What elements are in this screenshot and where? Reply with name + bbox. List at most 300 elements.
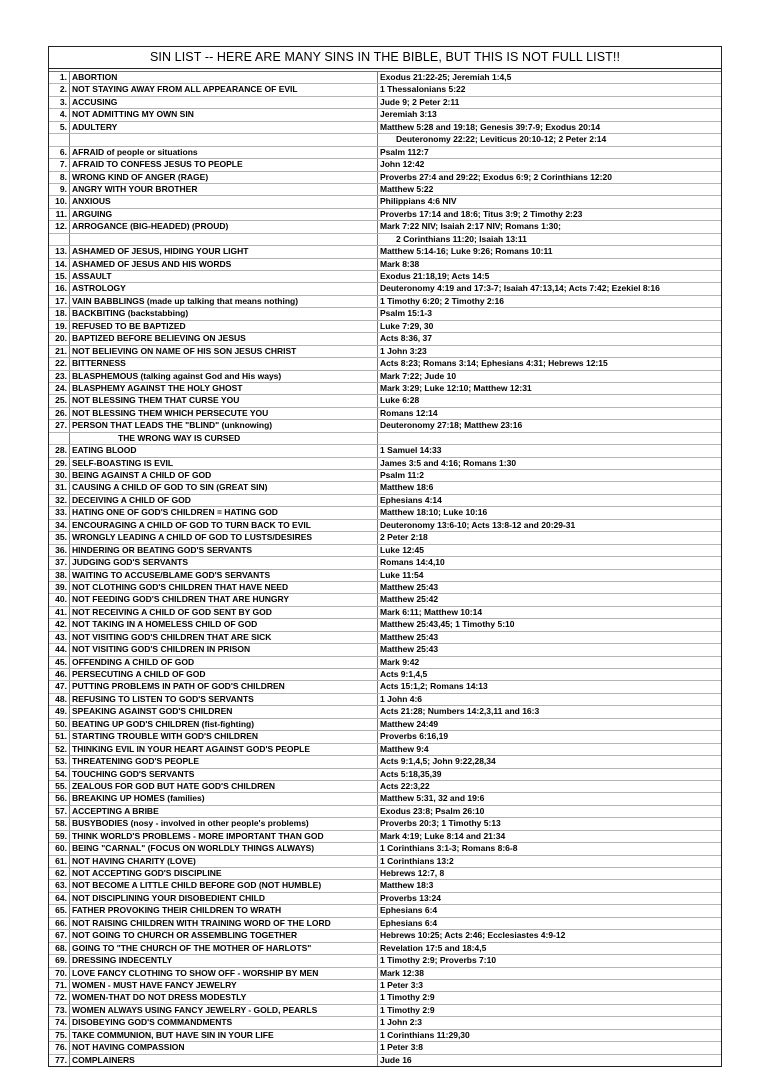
scripture-reference: Romans 14:4,10 <box>378 557 722 569</box>
sin-description: ACCEPTING A BRIBE <box>70 805 378 817</box>
scripture-reference: Psalm 11:2 <box>378 470 722 482</box>
table-row <box>49 494 721 506</box>
sin-description: TAKE COMMUNION, BUT HAVE SIN IN YOUR LIFE <box>70 1029 378 1041</box>
sin-description: ASSAULT <box>70 271 378 283</box>
sin-table-body <box>49 72 721 1066</box>
sin-description: NOT VISITING GOD'S CHILDREN IN PRISON <box>70 644 378 656</box>
scripture-reference: Deuteronomy 4:19 and 17:3-7; Isaiah 47:13,14; Acts 7:42; Ezekiel 8:16 <box>378 283 722 295</box>
scripture-reference: Mark 7:22 NIV; Isaiah 2:17 NIV; Romans 1:30; <box>378 221 722 233</box>
scripture-reference: Luke 7:29, 30 <box>378 320 722 332</box>
table-row <box>49 196 721 208</box>
sin-description: NOT HAVING COMPASSION <box>70 1042 378 1054</box>
sin-description: BACKBITING (backstabbing) <box>70 308 378 320</box>
scripture-reference: 1 Timothy 2:9; Proverbs 7:10 <box>378 955 722 967</box>
scripture-reference: Psalm 112:7 <box>378 146 722 158</box>
scripture-reference: Matthew 25:43,45; 1 Timothy 5:10 <box>378 619 722 631</box>
row-number: 15. <box>49 271 70 283</box>
scripture-reference: 1 John 2:3 <box>378 1017 722 1029</box>
table-row <box>49 295 721 307</box>
table-row <box>49 233 721 245</box>
table-row <box>49 482 721 494</box>
scripture-reference: Ephesians 6:4 <box>378 905 722 917</box>
sin-description: NOT CLOTHING GOD'S CHILDREN THAT HAVE NEED <box>70 581 378 593</box>
table-row <box>49 644 721 656</box>
scripture-reference: Proverbs 13:24 <box>378 892 722 904</box>
scripture-reference: Hebrews 12:7, 8 <box>378 868 722 880</box>
table-row <box>49 693 721 705</box>
sin-description: BEING "CARNAL" (FOCUS ON WORLDLY THINGS ALWAYS) <box>70 843 378 855</box>
row-number <box>49 432 70 444</box>
table-row <box>49 370 721 382</box>
scripture-reference: 1 Peter 3:3 <box>378 979 722 991</box>
row-number: 9. <box>49 183 70 195</box>
sin-description: ASTROLOGY <box>70 283 378 295</box>
table-row <box>49 507 721 519</box>
sin-description: DISOBEYING GOD'S COMMANDMENTS <box>70 1017 378 1029</box>
row-number: 21. <box>49 345 70 357</box>
scripture-reference: Ephesians 4:14 <box>378 494 722 506</box>
sin-description: NOT DISCIPLINING YOUR DISOBEDIENT CHILD <box>70 892 378 904</box>
table-row <box>49 706 721 718</box>
row-number: 4. <box>49 109 70 121</box>
sin-description: NOT HAVING CHARITY (LOVE) <box>70 855 378 867</box>
table-row <box>49 756 721 768</box>
scripture-reference: Acts 21:28; Numbers 14:2,3,11 and 16:3 <box>378 706 722 718</box>
sin-description: WAITING TO ACCUSE/BLAME GOD'S SERVANTS <box>70 569 378 581</box>
row-number: 1. <box>49 72 70 84</box>
scripture-reference: Luke 11:54 <box>378 569 722 581</box>
table-row <box>49 880 721 892</box>
table-row <box>49 992 721 1004</box>
scripture-reference: Matthew 25:43 <box>378 631 722 643</box>
row-number: 74. <box>49 1017 70 1029</box>
sin-description: WOMEN ALWAYS USING FANCY JEWELRY - GOLD, PEARLS <box>70 1004 378 1016</box>
row-number: 69. <box>49 955 70 967</box>
sin-description: NOT BECOME A LITTLE CHILD BEFORE GOD (NOT HUMBLE) <box>70 880 378 892</box>
row-number: 32. <box>49 494 70 506</box>
scripture-reference: Acts 22:3,22 <box>378 780 722 792</box>
scripture-reference: 1 John 3:23 <box>378 345 722 357</box>
sin-description: TOUCHING GOD'S SERVANTS <box>70 768 378 780</box>
row-number: 18. <box>49 308 70 320</box>
sin-description: ASHAMED OF JESUS AND HIS WORDS <box>70 258 378 270</box>
table-row <box>49 830 721 842</box>
sin-description: BEING AGAINST A CHILD OF GOD <box>70 470 378 482</box>
row-number: 73. <box>49 1004 70 1016</box>
document-title: SIN LIST -- HERE ARE MANY SINS IN THE BIBLE, BUT THIS IS NOT FULL LIST!! <box>49 47 721 69</box>
table-row <box>49 868 721 880</box>
sin-description: ASHAMED OF JESUS, HIDING YOUR LIGHT <box>70 246 378 258</box>
row-number: 25. <box>49 395 70 407</box>
table-row <box>49 1054 721 1066</box>
scripture-reference: Matthew 18:3 <box>378 880 722 892</box>
table-row <box>49 221 721 233</box>
table-row <box>49 445 721 457</box>
sin-description: JUDGING GOD'S SERVANTS <box>70 557 378 569</box>
scripture-reference: Jude 16 <box>380 1054 412 1065</box>
row-number: 65. <box>49 905 70 917</box>
scripture-reference: Acts 8:36, 37 <box>378 333 722 345</box>
sin-description: HINDERING OR BEATING GOD'S SERVANTS <box>70 544 378 556</box>
sin-description: NOT BLESSING THEM WHICH PERSECUTE YOU <box>70 407 378 419</box>
row-number: 75. <box>49 1029 70 1041</box>
scripture-reference: Luke 12:45 <box>378 544 722 556</box>
table-row <box>49 718 721 730</box>
scripture-reference: James 3:5 and 4:16; Romans 1:30 <box>378 457 722 469</box>
sin-description: BEATING UP GOD'S CHILDREN (fist-fighting) <box>70 718 378 730</box>
row-number: 13. <box>49 246 70 258</box>
row-number: 55. <box>49 780 70 792</box>
table-row <box>49 84 721 96</box>
sin-description: NOT BELIEVING ON NAME OF HIS SON JESUS CHRIST <box>70 345 378 357</box>
scripture-reference: 1 Timothy 6:20; 2 Timothy 2:16 <box>378 295 722 307</box>
row-number: 34. <box>49 519 70 531</box>
row-number: 12. <box>49 221 70 233</box>
row-number: 37. <box>49 557 70 569</box>
table-row <box>49 320 721 332</box>
table-row <box>49 432 721 444</box>
row-number: 31. <box>49 482 70 494</box>
table-row <box>49 905 721 917</box>
row-number: 24. <box>49 382 70 394</box>
table-row <box>49 146 721 158</box>
table-row <box>49 967 721 979</box>
row-number: 56. <box>49 793 70 805</box>
scripture-reference: Matthew 25:43 <box>378 581 722 593</box>
table-row <box>49 258 721 270</box>
row-number: 40. <box>49 594 70 606</box>
scripture-reference: Matthew 18:6 <box>378 482 722 494</box>
scripture-reference: Mark 4:19; Luke 8:14 and 21:34 <box>378 830 722 842</box>
table-row <box>49 731 721 743</box>
scripture-reference: Mark 12:38 <box>378 967 722 979</box>
table-row <box>49 519 721 531</box>
scripture-reference: Jude 9; 2 Peter 2:11 <box>378 96 722 108</box>
row-number: 71. <box>49 979 70 991</box>
scripture-reference: Deuteronomy 13:6-10; Acts 13:8-12 and 20:29-31 <box>378 519 722 531</box>
sin-description: NOT BLESSING THEM THAT CURSE YOU <box>70 395 378 407</box>
sin-description: GOING TO "THE CHURCH OF THE MOTHER OF HARLOTS" <box>70 942 378 954</box>
sin-description: SELF-BOASTING IS EVIL <box>70 457 378 469</box>
row-number: 44. <box>49 644 70 656</box>
table-row <box>49 1017 721 1029</box>
scripture-reference: Luke 6:28 <box>378 395 722 407</box>
sin-description: NOT TAKING IN A HOMELESS CHILD OF GOD <box>70 619 378 631</box>
table-row <box>49 631 721 643</box>
scripture-reference: Mark 7:22; Jude 10 <box>378 370 722 382</box>
scripture-reference: Psalm 15:1-3 <box>378 308 722 320</box>
table-row <box>49 917 721 929</box>
scripture-reference: Deuteronomy 22:22; Leviticus 20:10-12; 2 Peter 2:14 <box>378 134 722 146</box>
scripture-reference: 1 Corinthians 3:1-3; Romans 8:6-8 <box>378 843 722 855</box>
sin-description: AFRAID TO CONFESS JESUS TO PEOPLE <box>70 159 378 171</box>
scripture-reference: Ephesians 6:4 <box>378 917 722 929</box>
scripture-reference: Matthew 25:42 <box>378 594 722 606</box>
table-row <box>49 121 721 133</box>
scripture-reference: 1 Corinthians 13:2 <box>378 855 722 867</box>
scripture-reference: Exodus 21:18,19; Acts 14:5 <box>378 271 722 283</box>
table-row <box>49 930 721 942</box>
scripture-reference: Jeremiah 3:13 <box>378 109 722 121</box>
row-number: 72. <box>49 992 70 1004</box>
sin-description: ENCOURAGING A CHILD OF GOD TO TURN BACK TO EVIL <box>70 519 378 531</box>
sin-description: NOT GOING TO CHURCH OR ASSEMBLING TOGETHER <box>70 930 378 942</box>
scripture-reference: Acts 8:23; Romans 3:14; Ephesians 4:31; Hebrews 12:15 <box>378 358 722 370</box>
scripture-reference: Proverbs 17:14 and 18:6; Titus 3:9; 2 Timothy 2:23 <box>378 208 722 220</box>
row-number: 66. <box>49 917 70 929</box>
scripture-reference: 2 Corinthians 11:20; Isaiah 13:11 <box>378 233 722 245</box>
scripture-reference: 1 John 4:6 <box>378 693 722 705</box>
sin-description: VAIN BABBLINGS (made up talking that means nothing) <box>70 295 378 307</box>
row-number: 5. <box>49 121 70 133</box>
row-number: 68. <box>49 942 70 954</box>
row-number: 28. <box>49 445 70 457</box>
scripture-reference: 1 Corinthians 11:29,30 <box>378 1029 722 1041</box>
sin-description: REFUSED TO BE BAPTIZED <box>70 320 378 332</box>
row-number: 49. <box>49 706 70 718</box>
row-number: 17. <box>49 295 70 307</box>
sin-description: NOT ACCEPTING GOD'S DISCIPLINE <box>70 868 378 880</box>
sin-description: NOT RAISING CHILDREN WITH TRAINING WORD OF THE LORD <box>70 917 378 929</box>
sin-description <box>70 233 378 245</box>
scripture-reference: Matthew 18:10; Luke 10:16 <box>378 507 722 519</box>
row-number: 47. <box>49 681 70 693</box>
row-number: 58. <box>49 818 70 830</box>
sin-description: THREATENING GOD'S PEOPLE <box>70 756 378 768</box>
scripture-reference: Philippians 4:6 NIV <box>378 196 722 208</box>
row-number: 30. <box>49 470 70 482</box>
table-row <box>49 818 721 830</box>
table-row <box>49 333 721 345</box>
sin-description: ACCUSING <box>70 96 378 108</box>
scripture-reference: Matthew 5:22 <box>378 183 722 195</box>
scripture-reference: Acts 15:1,2; Romans 14:13 <box>378 681 722 693</box>
sin-description: ARGUING <box>70 208 378 220</box>
scripture-reference: 1 Timothy 2:9 <box>378 992 722 1004</box>
scripture-reference: Mark 8:38 <box>378 258 722 270</box>
scripture-reference: Mark 6:11; Matthew 10:14 <box>378 606 722 618</box>
row-number: 8. <box>49 171 70 183</box>
table-row <box>49 109 721 121</box>
row-number: 62. <box>49 868 70 880</box>
scripture-reference: Exodus 23:8; Psalm 26:10 <box>378 805 722 817</box>
table-row <box>49 420 721 432</box>
scripture-reference: Matthew 5:28 and 19:18; Genesis 39:7-9; Exodus 20:14 <box>378 121 722 133</box>
row-number: 59. <box>49 830 70 842</box>
scripture-reference: Acts 5:18,35,39 <box>378 768 722 780</box>
row-number: 54. <box>49 768 70 780</box>
sin-description: DRESSING INDECENTLY <box>70 955 378 967</box>
sin-description: NOT STAYING AWAY FROM ALL APPEARANCE OF EVIL <box>70 84 378 96</box>
sin-description: HATING ONE OF GOD'S CHILDREN = HATING GOD <box>70 507 378 519</box>
table-row <box>49 395 721 407</box>
row-number: 45. <box>49 656 70 668</box>
row-number: 76. <box>49 1042 70 1054</box>
row-number: 14. <box>49 258 70 270</box>
sin-description: NOT ADMITTING MY OWN SIN <box>70 109 378 121</box>
table-row <box>49 171 721 183</box>
table-row <box>49 283 721 295</box>
sin-description: BUSYBODIES (nosy - involved in other people's problems) <box>70 818 378 830</box>
sin-description: WOMEN-THAT DO NOT DRESS MODESTLY <box>70 992 378 1004</box>
scripture-reference: 2 Peter 2:18 <box>378 532 722 544</box>
table-row <box>49 532 721 544</box>
table-row <box>49 855 721 867</box>
row-number: 77. <box>49 1054 70 1066</box>
row-number: 46. <box>49 669 70 681</box>
row-number: 3. <box>49 96 70 108</box>
scripture-reference: Hebrews 10:25; Acts 2:46; Ecclesiastes 4:9-12 <box>378 930 722 942</box>
table-row <box>49 72 721 84</box>
sin-description: BITTERNESS <box>70 358 378 370</box>
table-row <box>49 594 721 606</box>
sin-description: REFUSING TO LISTEN TO GOD'S SERVANTS <box>70 693 378 705</box>
table-row <box>49 669 721 681</box>
scripture-reference: Acts 9:1,4,5 <box>378 669 722 681</box>
table-row <box>49 955 721 967</box>
sin-description: THINK WORLD'S PROBLEMS - MORE IMPORTANT THAN GOD <box>70 830 378 842</box>
scripture-reference: Romans 12:14 <box>378 407 722 419</box>
row-number: 67. <box>49 930 70 942</box>
scripture-reference: 1 Timothy 2:9 <box>378 1004 722 1016</box>
scripture-reference: Deuteronomy 27:18; Matthew 23:16 <box>378 420 722 432</box>
table-row <box>49 407 721 419</box>
sin-description: ADULTERY <box>70 121 378 133</box>
sin-description: DECEIVING A CHILD OF GOD <box>70 494 378 506</box>
table-row <box>49 569 721 581</box>
row-number: 52. <box>49 743 70 755</box>
sin-description: LOVE FANCY CLOTHING TO SHOW OFF - WORSHIP BY MEN <box>70 967 378 979</box>
sin-description: ANGRY WITH YOUR BROTHER <box>70 183 378 195</box>
scripture-reference: Mark 3:29; Luke 12:10; Matthew 12:31 <box>378 382 722 394</box>
scripture-reference: Matthew 25:43 <box>378 644 722 656</box>
table-row <box>49 843 721 855</box>
table-row <box>49 345 721 357</box>
row-number: 63. <box>49 880 70 892</box>
sin-description: WRONGLY LEADING A CHILD OF GOD TO LUSTS/DESIRES <box>70 532 378 544</box>
table-row <box>49 557 721 569</box>
row-number: 35. <box>49 532 70 544</box>
row-number: 36. <box>49 544 70 556</box>
row-number: 41. <box>49 606 70 618</box>
row-number: 27. <box>49 420 70 432</box>
row-number: 70. <box>49 967 70 979</box>
table-row <box>49 805 721 817</box>
scripture-reference: Matthew 9:4 <box>378 743 722 755</box>
table-row <box>49 134 721 146</box>
sin-table <box>49 72 721 1066</box>
scripture-reference: Proverbs 20:3; 1 Timothy 5:13 <box>378 818 722 830</box>
row-number: 11. <box>49 208 70 220</box>
sin-description: ABORTION <box>70 72 378 84</box>
row-number: 61. <box>49 855 70 867</box>
table-row <box>49 1004 721 1016</box>
scripture-reference: Matthew 24:49 <box>378 718 722 730</box>
table-row <box>49 96 721 108</box>
row-number: 64. <box>49 892 70 904</box>
table-row <box>49 1042 721 1054</box>
table-row <box>49 892 721 904</box>
table-row <box>49 1029 721 1041</box>
row-number: 51. <box>49 731 70 743</box>
sin-description: ZEALOUS FOR GOD BUT HATE GOD'S CHILDREN <box>70 780 378 792</box>
table-row <box>49 208 721 220</box>
sin-description: CAUSING A CHILD OF GOD TO SIN (GREAT SIN) <box>70 482 378 494</box>
row-number: 48. <box>49 693 70 705</box>
scripture-reference: Acts 9:1,4,5; John 9:22,28,34 <box>378 756 722 768</box>
scripture-reference: Proverbs 6:16,19 <box>378 731 722 743</box>
sin-list-sheet <box>48 46 722 1067</box>
sin-description: COMPLAINERS <box>70 1054 378 1066</box>
table-row <box>49 271 721 283</box>
sin-description: SPEAKING AGAINST GOD'S CHILDREN <box>70 706 378 718</box>
row-number: 22. <box>49 358 70 370</box>
sin-description: BREAKING UP HOMES (families) <box>70 793 378 805</box>
sin-description: FATHER PROVOKING THEIR CHILDREN TO WRATH <box>70 905 378 917</box>
sin-description: ARROGANCE (BIG-HEADED) (PROUD) <box>70 221 378 233</box>
row-number: 2. <box>49 84 70 96</box>
scripture-reference: Exodus 21:22-25; Jeremiah 1:4,5 <box>378 72 722 84</box>
table-row <box>49 619 721 631</box>
table-row <box>49 183 721 195</box>
table-row <box>49 470 721 482</box>
sin-description: STARTING TROUBLE WITH GOD'S CHILDREN <box>70 731 378 743</box>
table-row <box>49 581 721 593</box>
sin-description: EATING BLOOD <box>70 445 378 457</box>
row-number: 42. <box>49 619 70 631</box>
table-row <box>49 681 721 693</box>
scripture-reference: 1 Peter 3:8 <box>378 1042 722 1054</box>
table-row <box>49 793 721 805</box>
row-number: 60. <box>49 843 70 855</box>
scripture-reference: 1 Thessalonians 5:22 <box>378 84 722 96</box>
row-number: 33. <box>49 507 70 519</box>
sin-description: WOMEN - MUST HAVE FANCY JEWELRY <box>70 979 378 991</box>
sin-description: OFFENDING A CHILD OF GOD <box>70 656 378 668</box>
sin-description: THINKING EVIL IN YOUR HEART AGAINST GOD'S PEOPLE <box>70 743 378 755</box>
row-number: 38. <box>49 569 70 581</box>
scripture-reference: Mark 9:42 <box>378 656 722 668</box>
sin-description: NOT FEEDING GOD'S CHILDREN THAT ARE HUNGRY <box>70 594 378 606</box>
sin-description: PERSECUTING A CHILD OF GOD <box>70 669 378 681</box>
sin-description: NOT VISITING GOD'S CHILDREN THAT ARE SICK <box>70 631 378 643</box>
sin-description: NOT RECEIVING A CHILD OF GOD SENT BY GOD <box>70 606 378 618</box>
sin-description: AFRAID of people or situations <box>70 146 378 158</box>
row-number: 39. <box>49 581 70 593</box>
table-row <box>49 606 721 618</box>
sin-description: PUTTING PROBLEMS IN PATH OF GOD'S CHILDREN <box>70 681 378 693</box>
sin-description: ANXIOUS <box>70 196 378 208</box>
sin-description: PERSON THAT LEADS THE "BLIND" (unknowing) <box>70 420 378 432</box>
row-number: 10. <box>49 196 70 208</box>
row-number: 19. <box>49 320 70 332</box>
sin-description: THE WRONG WAY IS CURSED <box>70 432 378 444</box>
row-number: 7. <box>49 159 70 171</box>
table-row <box>49 780 721 792</box>
table-row <box>49 382 721 394</box>
row-number: 43. <box>49 631 70 643</box>
scripture-reference: Revelation 17:5 and 18:4,5 <box>378 942 722 954</box>
sin-description: BAPTIZED BEFORE BELIEVING ON JESUS <box>70 333 378 345</box>
sin-description <box>70 134 378 146</box>
scripture-reference: Matthew 5:14-16; Luke 9:26; Romans 10:11 <box>378 246 722 258</box>
table-row <box>49 457 721 469</box>
table-row <box>49 358 721 370</box>
table-row <box>49 308 721 320</box>
table-row <box>49 979 721 991</box>
row-number: 20. <box>49 333 70 345</box>
scripture-reference: 1 Samuel 14:33 <box>378 445 722 457</box>
